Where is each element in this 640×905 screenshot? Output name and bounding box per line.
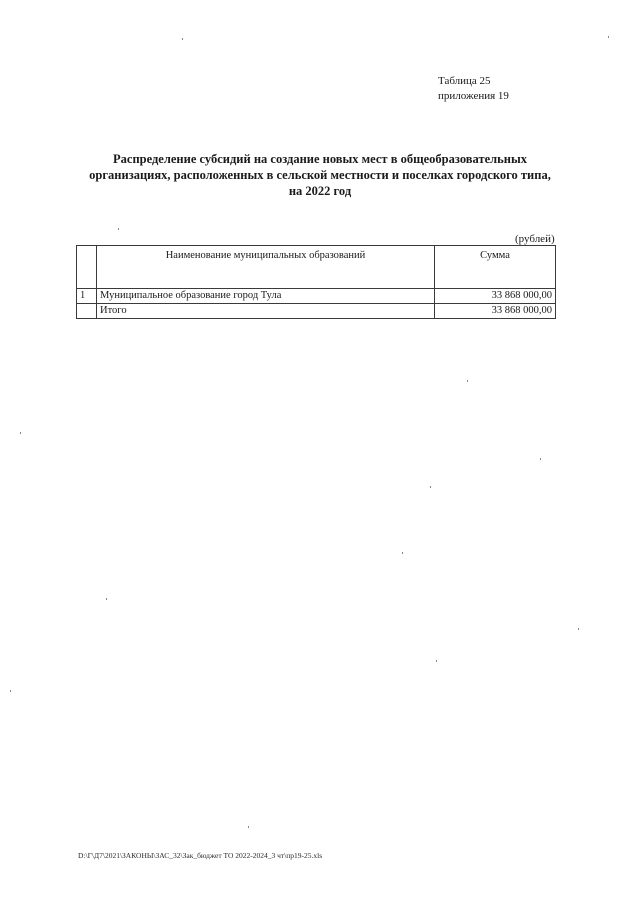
row-sum: 33 868 000,00 <box>435 289 556 304</box>
table-reference <box>438 74 509 104</box>
title-line-1: Распределение субсидий на создание новых мест в общеобразовательных <box>113 152 527 166</box>
scan-speck <box>540 458 541 460</box>
subsidy-table <box>76 245 556 319</box>
scan-speck <box>402 552 403 554</box>
appendix-label: приложения 19 <box>438 90 509 102</box>
total-name: Итого <box>97 304 435 319</box>
scan-speck <box>10 690 11 692</box>
scan-speck <box>182 38 183 40</box>
scan-speck <box>430 486 431 488</box>
scan-speck <box>436 660 437 662</box>
header-name: Наименование муниципальных образований <box>97 246 435 289</box>
document-title <box>60 151 580 199</box>
scan-speck <box>20 432 21 434</box>
header-sum: Сумма <box>435 246 556 289</box>
header-number <box>77 246 97 289</box>
units-label: (рублей) <box>515 233 555 245</box>
total-number <box>77 304 97 319</box>
title-line-2: организациях, расположенных в сельской местности и поселках городского типа, <box>89 168 551 182</box>
scan-speck <box>467 380 468 382</box>
file-path: D:\Г\Д7\2021\ЗАКОНЫ\ЗАС_32\Зак_бюджет ТО 2022-2024_3 чт\пр19-25.xls <box>78 851 323 860</box>
total-sum: 33 868 000,00 <box>435 304 556 319</box>
table-total-row <box>77 304 556 319</box>
scan-speck <box>578 628 579 630</box>
row-number: 1 <box>77 289 97 304</box>
scan-speck <box>118 228 119 230</box>
table-header-row <box>77 246 556 289</box>
scan-speck <box>608 36 609 38</box>
scan-speck <box>106 598 107 600</box>
table-number-label: Таблица 25 <box>438 75 491 87</box>
scan-speck <box>248 826 249 828</box>
title-line-3: на 2022 год <box>288 184 352 198</box>
row-name: Муниципальное образование город Тула <box>97 289 435 304</box>
table-row <box>77 289 556 304</box>
